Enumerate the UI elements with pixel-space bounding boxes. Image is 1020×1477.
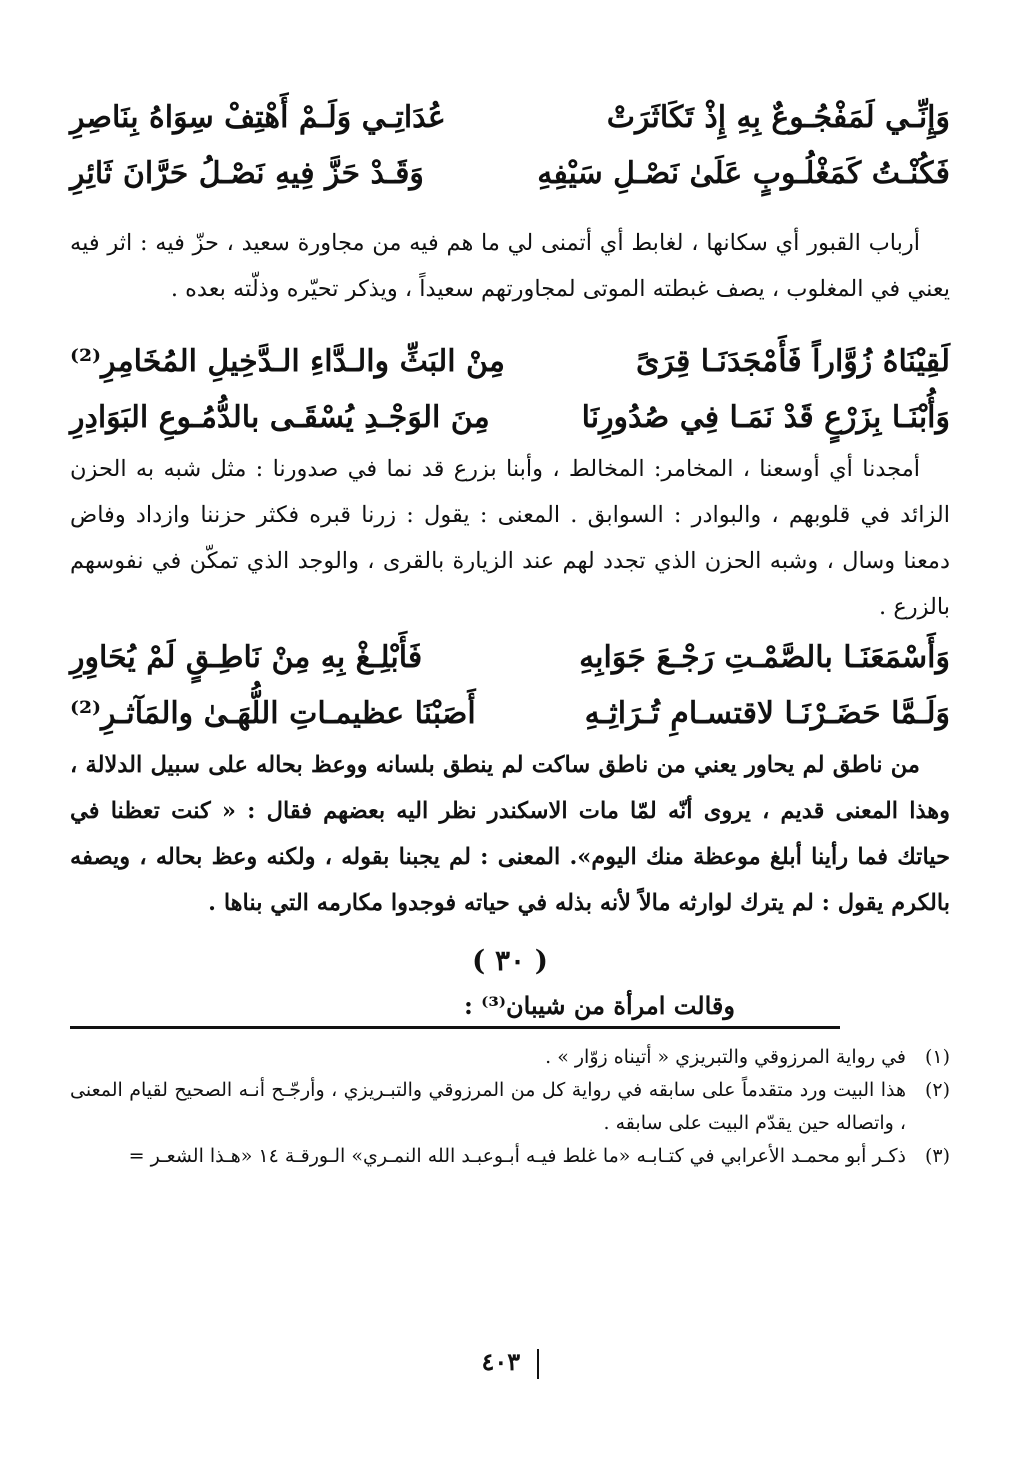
section-number: ( ٣٠ ) — [471, 944, 549, 977]
commentary-paragraph: أرباب القبور أي سكانها ، لغابط أي أتمنى لي ما هم فيه من مجاورة سعيد ، حزّ فيه : اثر فيه يعني في المغلوب ، يصف غبطته الموتى لمجاورتهم سعيداً ، ويذكر تحيّره وذلّته بعده . — [70, 230, 950, 302]
footnote — [70, 1140, 950, 1173]
footnote — [70, 1041, 950, 1074]
hemistich-first: وَأُبْنَـا بِزَرْعٍ قَدْ نَمَـا فِي صُدُورِنَا — [581, 400, 950, 435]
hemistich-first: وَإِنِّـي لَمَفْجُـوعٌ بِهِ إِذْ تَكَاثَرَتْ — [606, 100, 950, 135]
verse-line — [70, 334, 950, 390]
hemistich-first: وَلَـمَّا حَضَـرْنَـا لاقتسـامِ تُـرَاثِـهِ — [584, 696, 950, 731]
hemistich-first: لَقِيْنَاهُ زُوَّاراً فَأَمْجَدَنَـا قِرَىً — [635, 344, 950, 379]
page-number-area — [0, 1347, 1020, 1379]
commentary-paragraph: أمجدنا أي أوسعنا ، المخامر: المخالط ، وأبنا بزرع قد نما في صدورنا : مثل شبه به الحزن الزائد في قلوبهم ، والبوادر : السوابق . المعنى : يقول : زرنا قبره فكثر حزننا وازداد وفاض دمعنا وسال ، وشبه الحزن الذي تجدد لهم عند الزيارة بالقرى ، والوجد الذي تمكّن في نفوسهم بالزرع . — [70, 456, 950, 620]
verse-line — [70, 90, 950, 146]
hemistich-second: مِنَ الوَجْـدِ يُسْقَـى بالدُّمُـوعِ البَوَادِرِ — [70, 400, 490, 435]
verse-line — [70, 630, 950, 686]
verse-line — [70, 146, 950, 202]
hemistich-first: فَكُنْـتُ كَمَغْلُـوبٍ عَلَىٰ نَصْـلِ سَيْفِهِ — [537, 156, 950, 191]
page-number-bar — [537, 1349, 539, 1379]
footnote — [70, 1074, 950, 1140]
footnote-number: (٣) — [924, 1145, 950, 1167]
hemistich-second: عُدَاتِـي وَلَـمْ أَهْتِفْ سِوَاهُ بِنَاصِرِ — [70, 100, 446, 135]
hemistich-second: أَصَبْنَا عظيمـاتِ اللُّهَـىٰ والمَآثـرِ⁽²⁾ — [70, 696, 476, 731]
footnote-text: في رواية المرزوقي والتبريزي « أتيناه زوّار » . — [545, 1046, 906, 1068]
hemistich-second: فَأَبْلِـغْ بِهِ مِنْ نَاطِـقٍ لَمْ يُحَاوِرِ — [70, 640, 423, 675]
page-body — [70, 90, 950, 1173]
verse-line — [70, 390, 950, 446]
verse-block-3 — [70, 630, 950, 742]
verse-block-1 — [70, 90, 950, 202]
footnote-number: (٢) — [924, 1079, 950, 1101]
commentary-paragraph: من ناطق لم يحاور يعني من ناطق ساكت لم ينطق بلسانه ووعظ بحاله على سبيل الدلالة ، وهذا المعنى قديم ، يروى أنّه لمّا مات الاسكندر نظر اليه بعضهم فقال : « كنت تعظنا في حياتك فما رأينا أبلغ موعظة منك اليوم». المعنى : لم يجبنا بقوله ، ولكنه وعظ بحاله ، ويصفه بالكرم يقول : لم يترك لوارثه مالاً لأنه بذله في حياته فوجدوا مكارمه التي بناها . — [70, 752, 950, 916]
hemistich-first: وَأَسْمَعَنَـا بالصَّمْـتِ رَجْـعَ جَوَابِهِ — [579, 640, 950, 675]
hemistich-second: مِنْ البَثِّ والـدَّاءِ الـدَّخِيلِ المُخَامِرِ⁽²⁾ — [70, 344, 505, 379]
verse-block-2 — [70, 334, 950, 446]
verse-line — [70, 686, 950, 742]
page-number: ٤٠٣ — [481, 1347, 521, 1376]
footnote-divider — [70, 1026, 840, 1029]
poem-intro: وقالت امرأة من شيبان⁽³⁾ : — [463, 991, 735, 1020]
footnote-text: هذا البيت ورد متقدماً على سابقه في رواية كل من المرزوقي والتبـريزي ، وأرجّـح أنـه الصحيح لقيام المعنى ، واتصاله حين يقدّم البيت على سابقه . — [70, 1079, 906, 1134]
footnote-text: ذكـر أبو محمـد الأعرابي في كتـابـه «ما غلط فيـه أبـوعبـد الله النمـري» الـورقـة ١٤ «هـذا الشعـر = — [128, 1145, 906, 1167]
footnote-number: (١) — [924, 1046, 950, 1068]
hemistich-second: وَقَـدْ حَزَّ فِيهِ نَصْـلُ حَرَّانَ ثَائِرِ — [70, 156, 424, 191]
